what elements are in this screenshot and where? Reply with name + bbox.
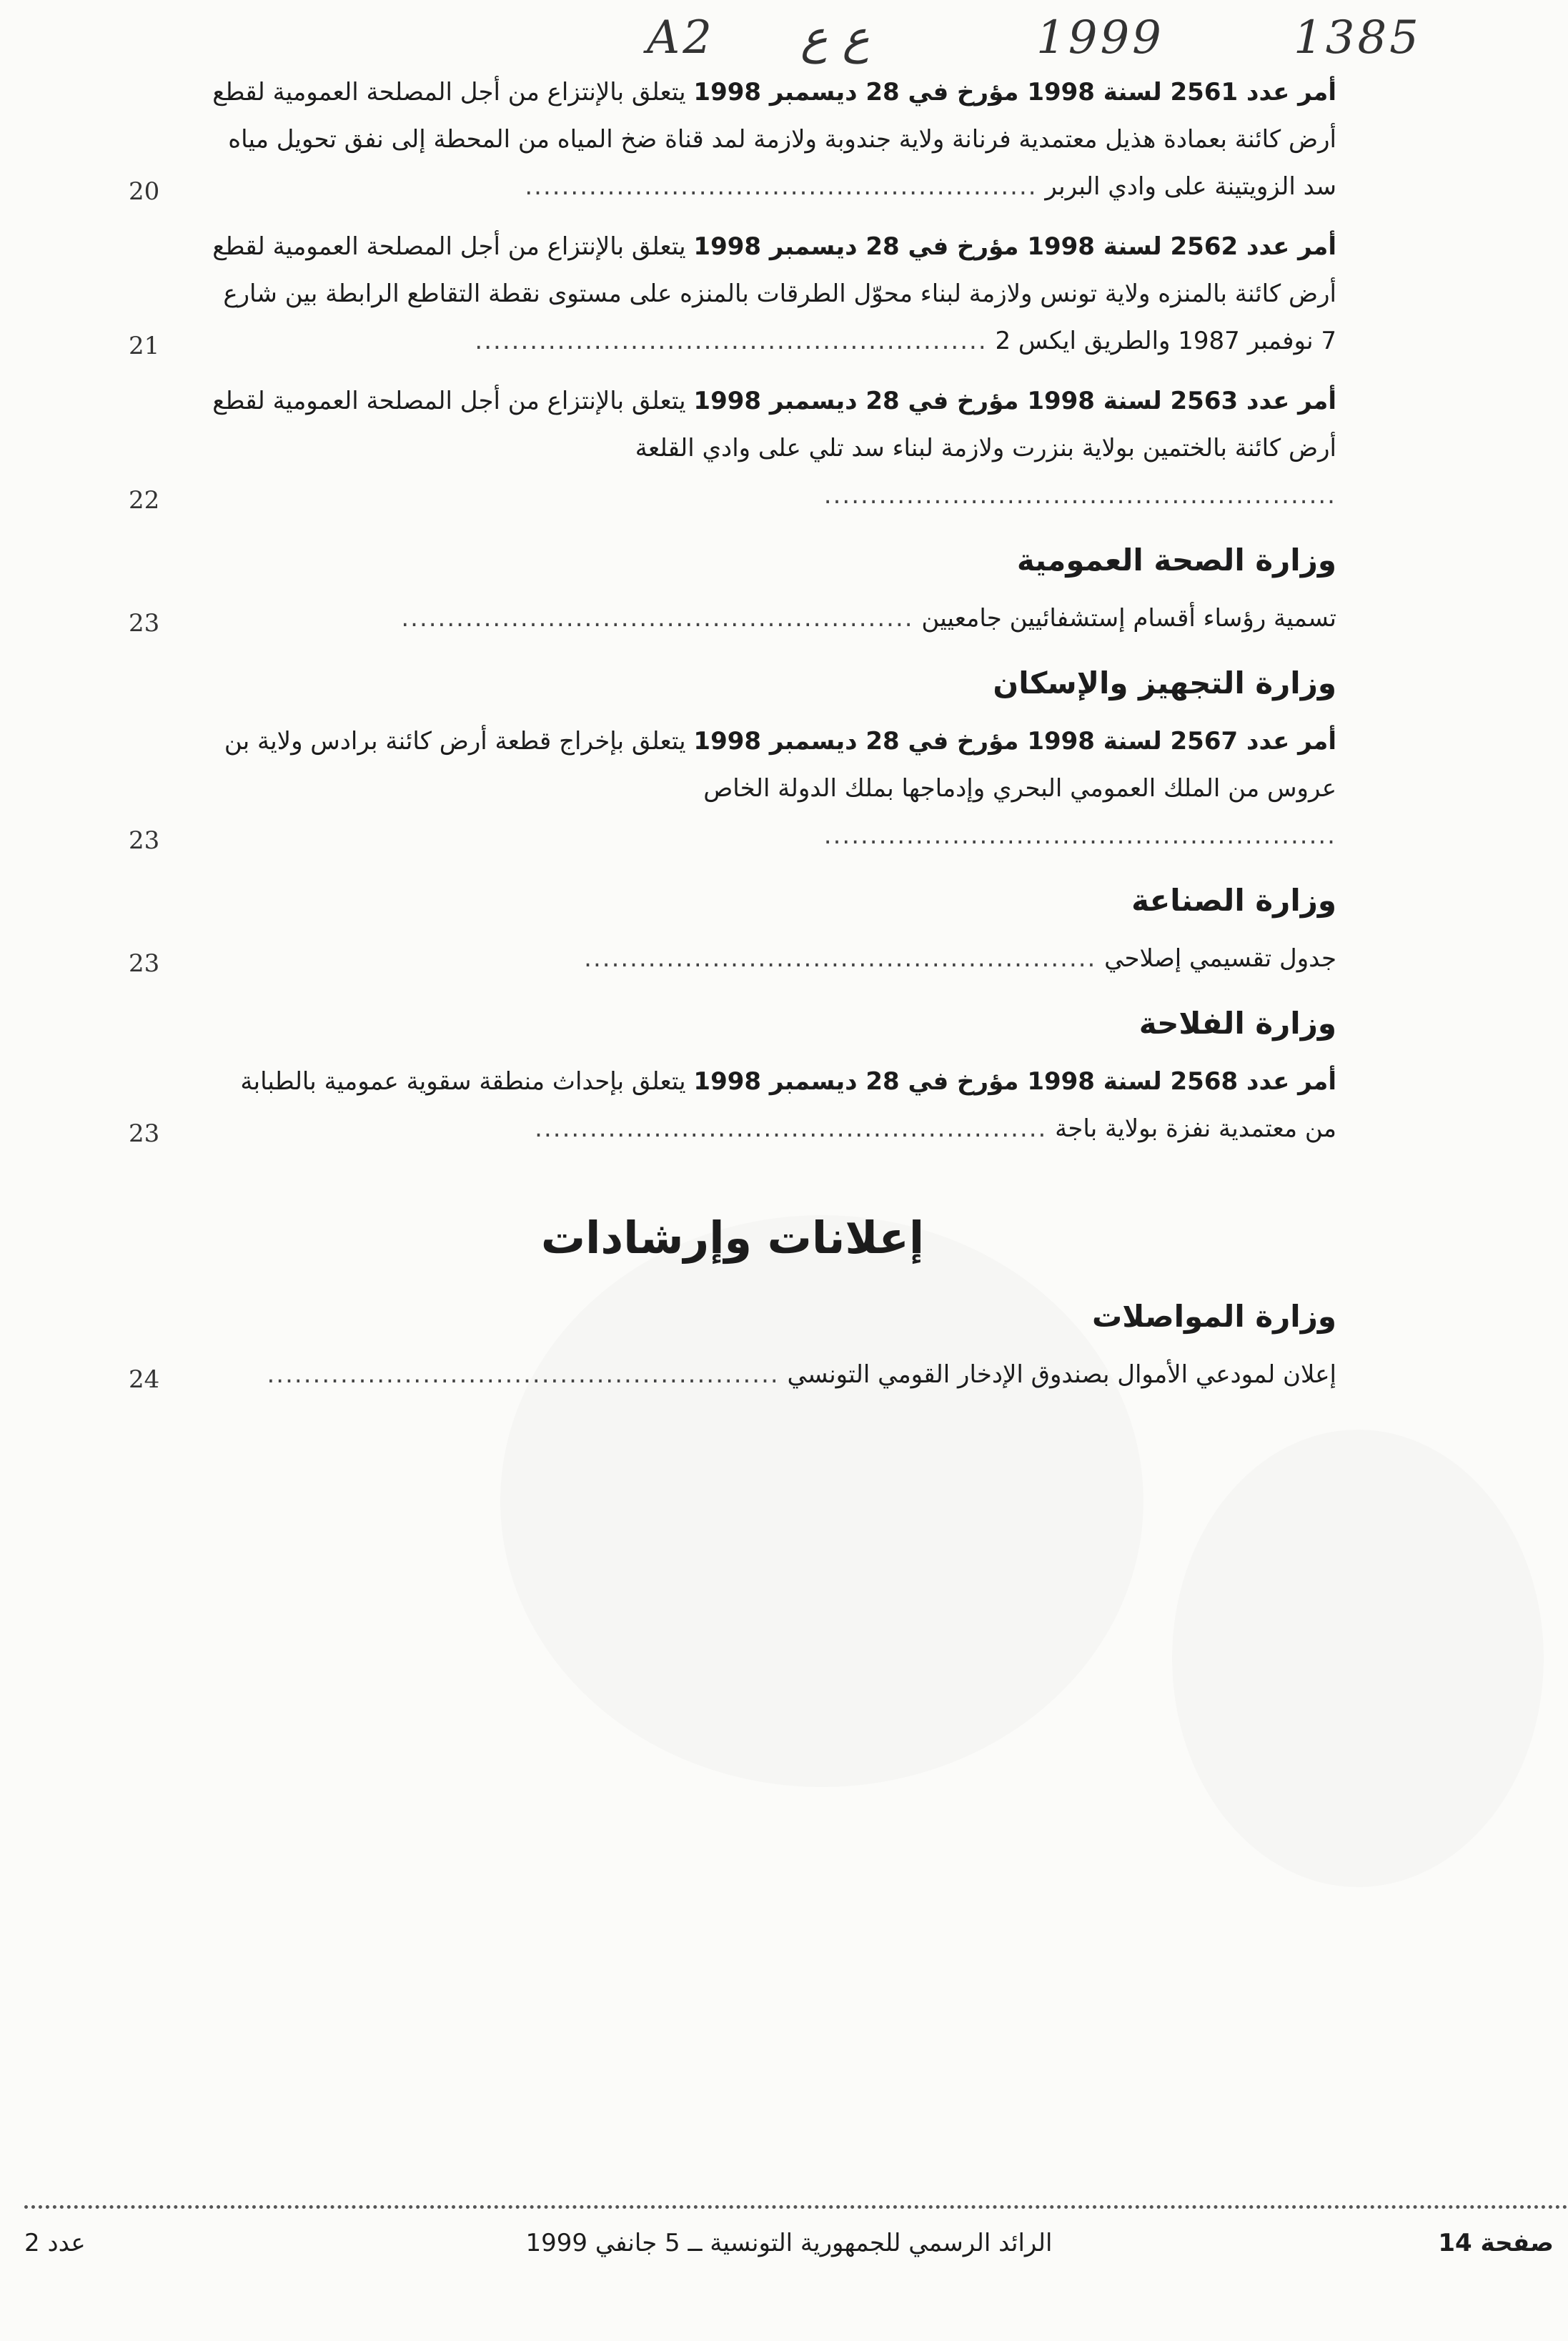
decree-description: يتعلق بالإنتزاع من أجل المصلحة العمومية لقطع أرض كائنة بالمنزه ولاية تونس ولازمة لبناء محوّل الطرقات بالمنزه على مستوى نقطة التقاطع الرابطة بين شارع 7 نوفمبر 1987 والطريق ايكس 2 — [212, 232, 1336, 355]
ministry-heading-health: وزارة الصحة العمومية — [1016, 543, 1336, 578]
toc-entry[interactable] — [129, 1058, 1336, 1152]
toc-entry[interactable] — [129, 1351, 1336, 1398]
page-number: 23 — [129, 826, 160, 855]
leader-dots: ........................................................ — [823, 821, 1336, 850]
decree-heading: أمر عدد 2561 لسنة 1998 مؤرخ في 28 ديسمبر 1998 — [693, 78, 1336, 107]
paper-stain — [1172, 1430, 1544, 1887]
page-number: 22 — [129, 486, 160, 515]
handwritten-number: 1385 — [1294, 11, 1421, 64]
decree-description: يتعلق بإخراج قطعة أرض كائنة برادس ولاية بن عروس من الملك العمومي البحري وإدماجها بملك الدولة الخاص — [224, 727, 1336, 803]
handwritten-letters: ع ع — [800, 11, 870, 64]
entry-description: إعلان لمودعي الأموال بصندوق الإدخار القومي التونسي — [779, 1360, 1336, 1389]
decree-heading: أمر عدد 2563 لسنة 1998 مؤرخ في 28 ديسمبر 1998 — [693, 387, 1336, 415]
page-number: 24 — [129, 1365, 160, 1394]
decree-heading: أمر عدد 2568 لسنة 1998 مؤرخ في 28 ديسمبر 1998 — [693, 1067, 1336, 1096]
ministry-heading-equipment: وزارة التجهيز والإسكان — [993, 665, 1336, 701]
announcements-title: إعلانات وإرشادات — [540, 1212, 925, 1264]
leader-dots: ........................................................ — [267, 1360, 780, 1389]
toc-entry[interactable] — [129, 718, 1336, 859]
toc-entry[interactable] — [129, 377, 1336, 519]
handwritten-year: 1999 — [1036, 11, 1164, 64]
footer-issue-number: عدد 2 — [24, 2229, 86, 2257]
handwritten-code: A2 — [647, 11, 715, 64]
page-number: 23 — [129, 609, 160, 638]
page-number: 23 — [129, 949, 160, 978]
table-of-contents — [129, 69, 1336, 1411]
leader-dots: ........................................................ — [475, 327, 988, 355]
page-number: 20 — [129, 177, 160, 206]
page-number: 23 — [129, 1119, 160, 1148]
leader-dots: ........................................................ — [525, 172, 1038, 201]
leader-dots: ........................................................ — [401, 604, 914, 633]
toc-entry[interactable] — [129, 69, 1336, 210]
decree-heading: أمر عدد 2562 لسنة 1998 مؤرخ في 28 ديسمبر 1998 — [693, 232, 1336, 261]
ministry-heading-agriculture: وزارة الفلاحة — [1138, 1006, 1336, 1041]
leader-dots: ........................................................ — [584, 944, 1097, 973]
entry-description: جدول تقسيمي إصلاحي — [1096, 944, 1336, 973]
toc-entry[interactable] — [129, 595, 1336, 642]
leader-dots: ........................................................ — [823, 481, 1336, 510]
ministry-heading-transport: وزارة المواصلات — [1091, 1299, 1336, 1334]
entry-description: تسمية رؤساء أقسام إستشفائيين جامعيين — [913, 604, 1336, 633]
decree-description: يتعلق بالإنتزاع من أجل المصلحة العمومية لقطع أرض كائنة بعمادة هذيل معتمدية فرنانة ولاية جندوبة ولازمة لمد قناة ضخ المياه من المحطة إلى نفق تحويل مياه سد الزويتينة على وادي البربر — [212, 78, 1336, 201]
leader-dots: ........................................................ — [535, 1114, 1048, 1143]
decree-description: يتعلق بإحداث منطقة سقوية عمومية بالطبابة من معتمدية نفزة بولاية باجة — [240, 1067, 1336, 1143]
toc-entry[interactable] — [129, 935, 1336, 982]
page-footer — [24, 2229, 1554, 2272]
decree-description: يتعلق بالإنتزاع من أجل المصلحة العمومية لقطع أرض كائنة بالختمين بولاية بنزرت ولازمة لبناء سد تلي على وادي القلعة — [212, 387, 1336, 462]
toc-entry[interactable] — [129, 223, 1336, 365]
footer-divider — [24, 2205, 1568, 2209]
footer-publication-title: الرائد الرسمي للجمهورية التونسية ــ 5 جانفي 1999 — [525, 2229, 1053, 2257]
decree-heading: أمر عدد 2567 لسنة 1998 مؤرخ في 28 ديسمبر 1998 — [693, 727, 1336, 756]
page-number: 21 — [129, 332, 160, 360]
ministry-heading-industry: وزارة الصناعة — [1131, 883, 1336, 918]
footer-page-number: صفحة 14 — [1438, 2229, 1554, 2257]
